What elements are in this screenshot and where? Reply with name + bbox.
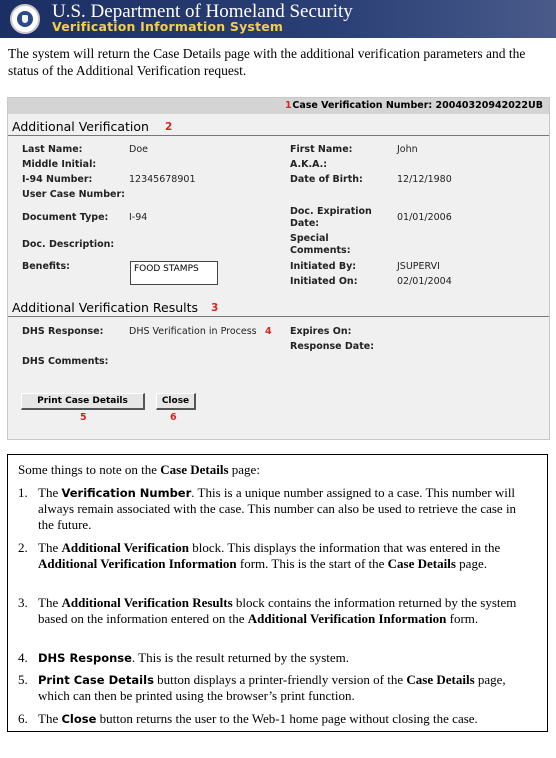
callout-6: 6 [170,412,177,423]
doc-description-label: Doc. Description: [22,239,115,250]
close-button[interactable]: Close [156,393,196,410]
initiated-on-label: Initiated On: [290,276,358,287]
section-divider [8,135,549,136]
benefits-listbox[interactable]: FOOD STAMPS [130,261,218,285]
benefits-label: Benefits: [22,261,70,272]
aka-label: A.K.A.: [290,159,328,170]
expires-on-label: Expires On: [290,326,352,337]
last-name-label: Last Name: [22,144,83,155]
print-case-details-button[interactable]: Print Case Details [21,393,145,410]
document-type-value: I-94 [129,212,148,223]
header-title: U.S. Department of Homeland Security [52,1,353,22]
callout-1: 1 [285,100,292,111]
section-divider [8,316,549,317]
dhs-comments-label: DHS Comments: [22,356,109,367]
document-type-label: Document Type: [22,212,109,223]
case-number-bar [8,98,549,114]
notes-intro: Some things to note on the Case Details page: [18,462,260,477]
header-subtitle: Verification Information System [52,19,284,34]
verification-results-title: Additional Verification Results [12,300,199,315]
callout-3: 3 [211,302,219,314]
middle-initial-label: Middle Initial: [22,159,97,170]
notes-box: Some things to note on the Case Details page: 1. The Verification Number. This is a unique number assigned to a case. This number will always remain associated with the case. This number can also be used to retrieve the case in the future. 2. The Additional Verification block. This displays the information that was entered in the Additional Verification Information form. This is the start of the Case Details page. 3. The Additional Verification Results block contains the information returned by the system based on the information entered on the Additional Verification Information form. 4. DHS Response. This is the result returned by the system. 5. Print Case Details button displays a printer-friendly version of the Case Details page, which can then be printed using the browser’s print function. 6. The Close button returns the user to the Web-1 home page without closing the case. [7,454,548,732]
dhs-response-label: DHS Response: [22,326,104,337]
date-of-birth-value: 12/12/1980 [397,174,452,185]
initiated-by-value: JSUPERVI [397,261,440,272]
app-header [0,0,556,38]
initiated-on-value: 02/01/2004 [397,276,452,287]
last-name-value: Doe [129,144,148,155]
user-case-number-label: User Case Number: [22,189,125,200]
i94-number-label: I-94 Number: [22,174,93,185]
response-date-label: Response Date: [290,341,374,352]
date-of-birth-label: Date of Birth: [290,174,363,185]
first-name-value: John [397,144,418,155]
dhs-seal-icon [10,4,40,34]
special-comments-label: Special Comments: [290,233,351,256]
callout-5: 5 [80,412,87,423]
case-verification-number: Case Verification Number: 20040320942022UB [292,100,543,111]
first-name-label: First Name: [290,144,353,155]
case-details-panel [7,97,550,440]
dhs-response-value: DHS Verification in Process [129,326,257,337]
additional-verification-title: Additional Verification [12,119,149,134]
i94-number-value: 12345678901 [129,174,196,185]
callout-2: 2 [165,121,173,133]
intro-text: The system will return the Case Details page with the additional verification parameters and the status of the Additional Verification request. [8,46,526,78]
callout-4: 4 [265,326,272,337]
doc-expiration-value: 01/01/2006 [397,212,452,223]
initiated-by-label: Initiated By: [290,261,357,272]
doc-expiration-label: Doc. Expiration Date: [290,206,372,229]
